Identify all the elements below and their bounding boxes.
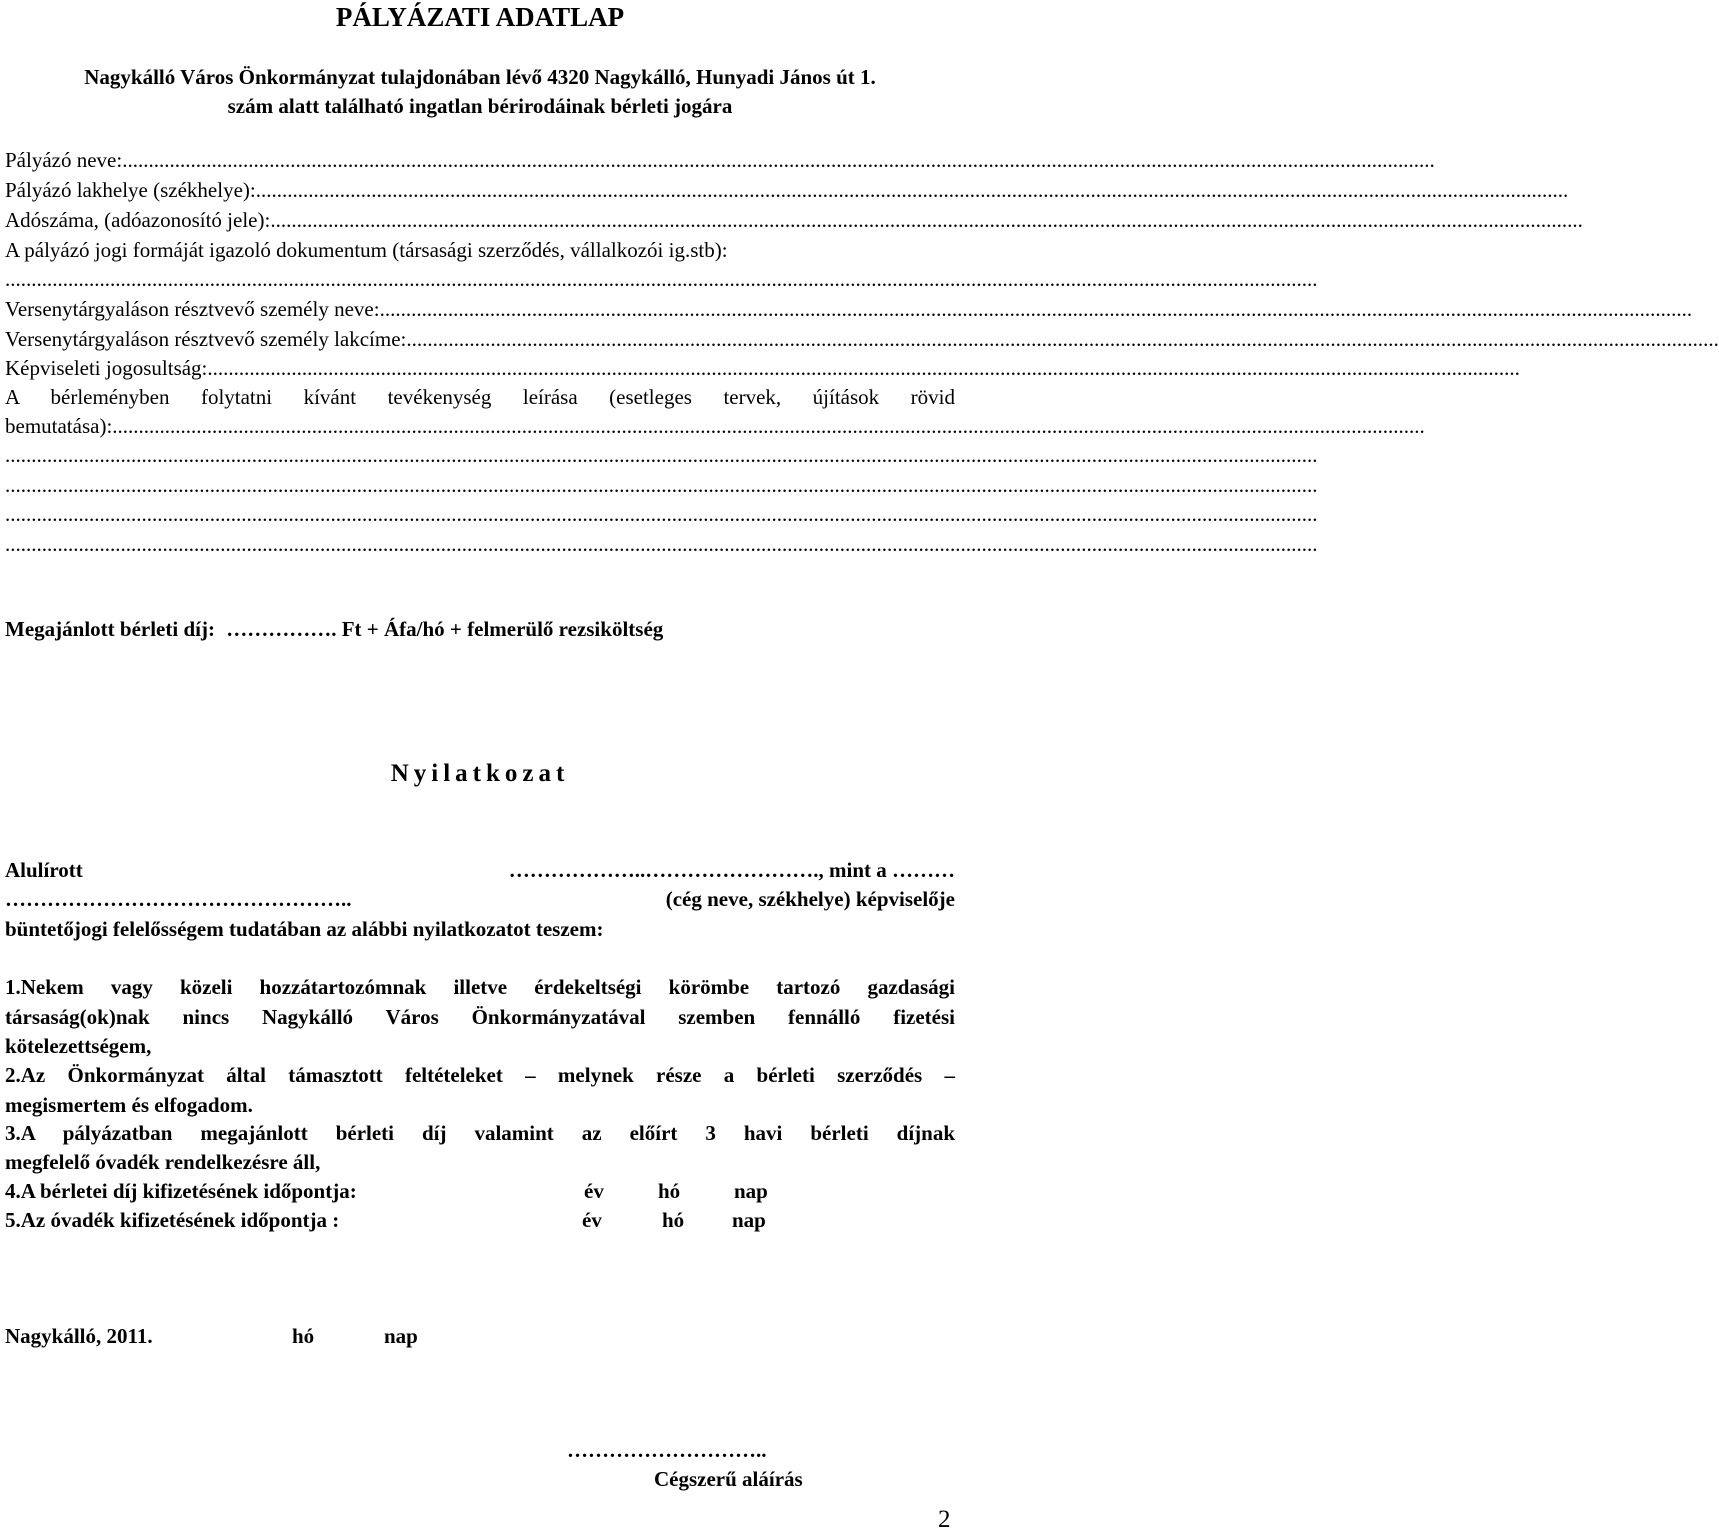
offered-rent-label: Megajánlott bérleti díj: [5, 617, 215, 641]
field-label: Pályázó lakhelye (székhelye): [5, 178, 256, 202]
field-participant-name[interactable] [5, 297, 1693, 322]
company-label: (cég neve, székhelye) képviselője [665, 887, 955, 911]
field-label: Pályázó neve: [5, 148, 123, 172]
declaration-line-2 [5, 887, 955, 912]
fill-dots: .......................................................................................................................................................................................................................................................... [379, 297, 1693, 321]
declaration-item-1-line-1: 1.Nekem vagy közeli hozzátartozómnak illetve érdekeltségi körömbe tartozó gazdasági [5, 975, 955, 999]
field-tax-number[interactable] [5, 208, 1583, 233]
field-legal-form-label [5, 238, 728, 263]
declaration-line-3: büntetőjogi felelősségem tudatában az alábbi nyilatkozatot teszem: [5, 917, 604, 941]
activity-fill-line[interactable]: .......................................................................................................................................................................................................................................................... [5, 532, 1318, 556]
activity-fill-line[interactable]: .......................................................................................................................................................................................................................................................... [5, 473, 1318, 497]
field-legal-form-fill[interactable]: .......................................................................................................................................................................................................................................................... [5, 267, 1318, 291]
undersigned-label: Alulírott [5, 858, 83, 882]
legal-form-normal: (társasági szerződés, vállalkozói ig.stb): [387, 238, 728, 262]
field-representation[interactable] [5, 356, 1520, 381]
document-title: PÁLYÁZATI ADATLAP [335, 2, 625, 32]
offered-rent-suffix: Ft + Áfa/hó + felmerülő rezsiköltség [336, 617, 664, 641]
field-applicant-name[interactable] [5, 148, 1435, 173]
item-4-day[interactable]: nap [734, 1179, 768, 1203]
place-date: Nagykálló, 2011. [5, 1324, 153, 1348]
item-5-month[interactable]: hó [662, 1208, 685, 1232]
declaration-item-1-line-3: kötelezettségem, [5, 1034, 152, 1058]
place-date-month[interactable]: hó [292, 1324, 315, 1348]
declaration-line-1 [5, 858, 955, 883]
declaration-item-2-line-1: 2.Az Önkormányzat által támasztott feltételeket – melynek része a bérleti szerződés – [5, 1063, 955, 1087]
fill-dots: .......................................................................................................................................................................................................................................................... [207, 356, 1520, 380]
field-participant-address[interactable] [5, 327, 1719, 352]
place-date-day[interactable]: nap [384, 1324, 418, 1348]
field-label: Versenytárgyaláson résztvevő személy neve: [5, 297, 380, 321]
fill-dots: .......................................................................................................................................................................................................................................................... [270, 208, 1583, 232]
item-5-day[interactable]: nap [732, 1208, 766, 1232]
offered-rent-blank[interactable]: ……………. [226, 617, 337, 641]
page-number: 2 [938, 1506, 951, 1533]
activity-fill-line[interactable]: .......................................................................................................................................................................................................................................................... [5, 443, 1318, 467]
field-label: bemutatása): [5, 414, 113, 438]
field-label: Versenytárgyaláson résztvevő személy lakcíme: [5, 327, 407, 351]
item-4-year[interactable]: év [584, 1179, 604, 1203]
company-blank[interactable]: ………………………………………….. [5, 887, 352, 911]
item-4-month[interactable]: hó [658, 1179, 681, 1203]
fill-dots: .......................................................................................................................................................................................................................................................... [122, 148, 1435, 172]
field-label: Képviseleti jogosultság: [5, 356, 208, 380]
subtitle-line-2: szám alatt található ingatlan bérirodáinak bérleti jogára [227, 94, 733, 118]
fill-dots: .......................................................................................................................................................................................................................................................... [112, 414, 1425, 438]
field-applicant-residence[interactable] [5, 178, 1569, 203]
fill-dots: .......................................................................................................................................................................................................................................................... [406, 327, 1719, 351]
declaration-item-3-line-2: megfelelő óvadék rendelkezésre áll, [5, 1150, 321, 1174]
legal-form-bold: A pályázó jogi formáját igazoló dokumentum [5, 238, 387, 262]
fill-dots: .......................................................................................................................................................................................................................................................... [255, 178, 1569, 202]
declaration-item-2-line-2: megismertem és elfogadom. [5, 1093, 253, 1117]
offered-rent [5, 617, 663, 642]
undersigned-blank[interactable]: ………………..……………………., mint a ……… [508, 858, 955, 882]
subtitle-line-1: Nagykálló Város Önkormányzat tulajdonában lévő 4320 Nagykálló, Hunyadi János út 1. [84, 65, 876, 89]
field-activity-label-line1: A bérleményben folytatni kívánt tevékenység leírása (esetleges tervek, újítások rövid [5, 385, 955, 409]
field-activity[interactable] [5, 414, 1425, 439]
declaration-item-1-line-2: társaság(ok)nak nincs Nagykálló Város Önkormányzatával szemben fennálló fizetési [5, 1005, 955, 1029]
declaration-item-4-label: 4.A bérletei díj kifizetésének időpontja: [5, 1179, 357, 1203]
declaration-heading: Nyilatkozat [390, 760, 570, 787]
declaration-item-3-line-1: 3.A pályázatban megajánlott bérleti díj valamint az előírt 3 havi bérleti díjnak [5, 1121, 955, 1145]
activity-fill-line[interactable]: .......................................................................................................................................................................................................................................................... [5, 502, 1318, 526]
signature-line[interactable]: ……………………….. [567, 1438, 767, 1462]
field-label: Adószáma, (adóazonosító jele): [5, 208, 271, 232]
item-5-year[interactable]: év [582, 1208, 602, 1232]
signature-label: Cégszerű aláírás [654, 1467, 803, 1491]
declaration-item-5-label: 5.Az óvadék kifizetésének időpontja : [5, 1208, 340, 1232]
